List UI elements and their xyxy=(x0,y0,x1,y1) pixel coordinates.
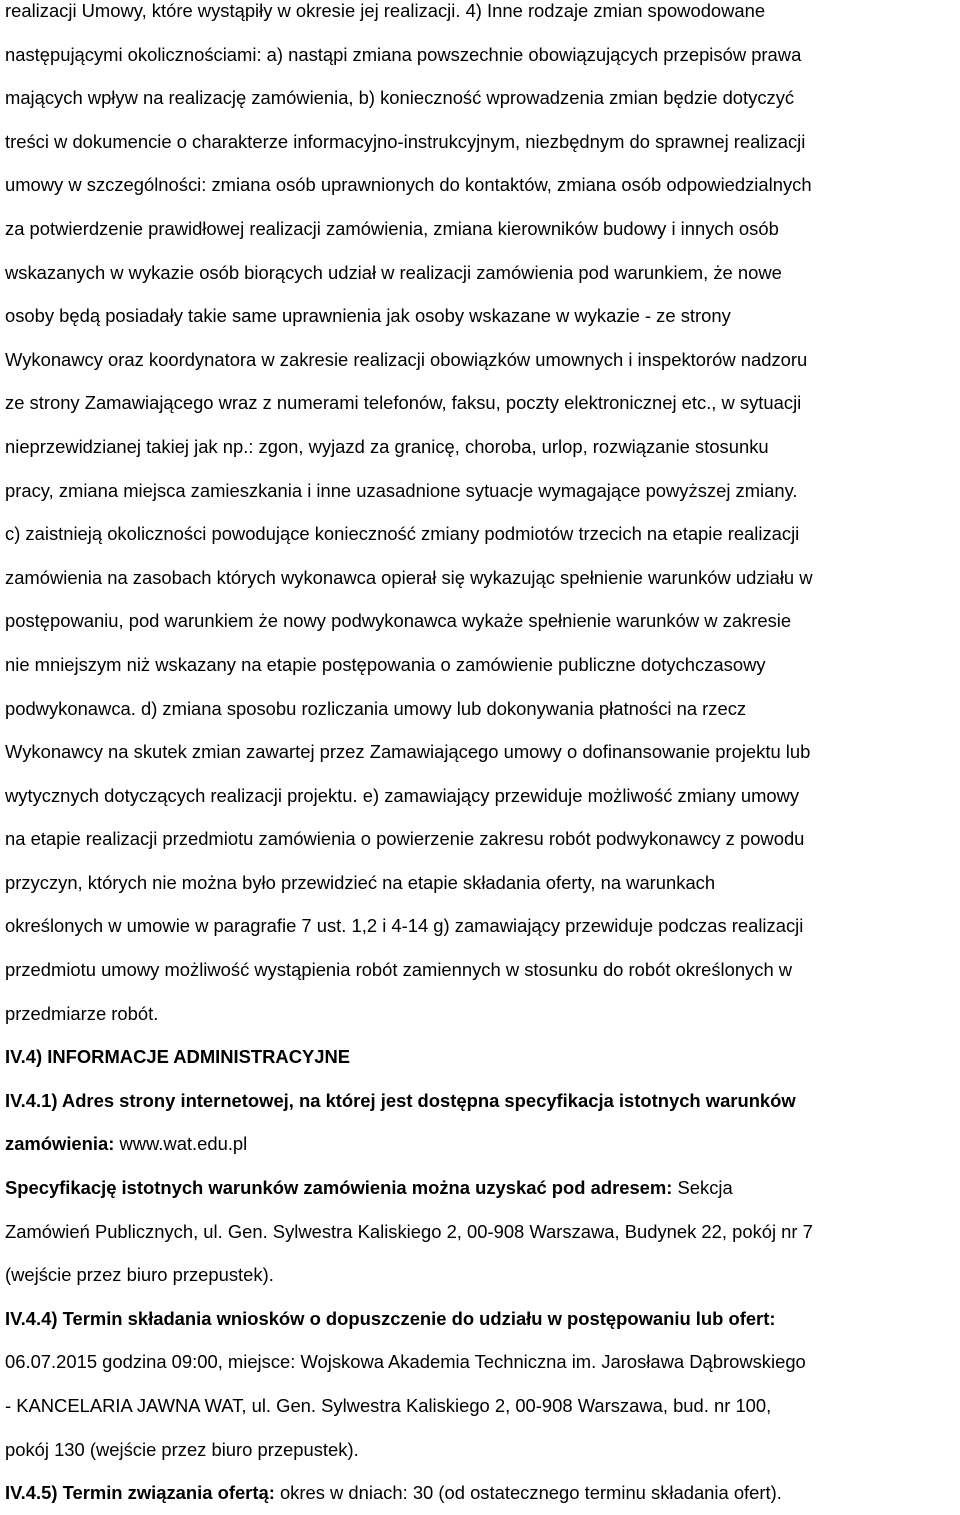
text-segment: (wejście przez biuro przepustek). xyxy=(5,1264,274,1286)
text-line xyxy=(5,992,960,1036)
text-line xyxy=(5,599,960,643)
bold-text-segment: IV.4) INFORMACJE ADMINISTRACYJNE xyxy=(5,1046,351,1068)
text-line xyxy=(5,817,960,861)
text-line xyxy=(5,163,960,207)
bold-text-segment: zamówienia: xyxy=(5,1133,120,1155)
text-line xyxy=(5,948,960,992)
bold-text-segment: IV.4.1) Adres strony internetowej, na której jest dostępna specyfikacja istotnych warunków xyxy=(5,1089,796,1111)
text-line xyxy=(5,1340,960,1384)
text-segment: okres w dniach: 30 (od ostatecznego terminu składania ofert). xyxy=(279,1482,782,1504)
text-segment: - KANCELARIA JAWNA WAT, ul. Gen. Sylwestra Kaliskiego 2, 00-908 Warszawa, bud. nr 100, xyxy=(5,1395,772,1416)
text-line xyxy=(5,0,960,33)
text-segment: nie mniejszym niż wskazany na etapie postępowania o zamówienie publiczne dotychczasowy xyxy=(5,653,766,675)
text-line xyxy=(5,33,960,77)
text-line xyxy=(5,120,960,164)
text-segment: pokój 130 (wejście przez biuro przepustek). xyxy=(5,1438,359,1460)
text-segment: osoby będą posiadały takie same uprawnienia jak osoby wskazane w wykazie - ze strony xyxy=(5,305,731,327)
text-line xyxy=(5,207,960,251)
text-segment: ze strony Zamawiającego wraz z numerami telefonów, faksu, poczty elektronicznej etc., w sytuacji xyxy=(5,392,802,414)
text-segment: 06.07.2015 godzina 09:00, miejsce: Wojskowa Akademia Techniczna im. Jarosława Dąbrowskiego xyxy=(5,1351,806,1373)
text-line xyxy=(5,381,960,425)
text-line xyxy=(5,687,960,731)
text-line xyxy=(5,1253,960,1297)
bold-text-segment: IV.4.4) Termin składania wniosków o dopuszczenie do udziału w postępowaniu lub ofert: xyxy=(5,1307,776,1329)
text-segment: pracy, zmiana miejsca zamieszkania i inne uzasadnione sytuacje wymagające powyższej zmiany. xyxy=(5,479,798,501)
text-line xyxy=(5,1035,960,1079)
text-segment: następującymi okolicznościami: a) nastąpi zmiana powszechnie obowiązujących przepisów prawa xyxy=(5,43,802,65)
text-line xyxy=(5,904,960,948)
text-line xyxy=(5,469,960,513)
text-segment: wskazanych w wykazie osób biorących udział w realizacji zamówienia pod warunkiem, że nowe xyxy=(5,261,782,283)
text-line xyxy=(5,425,960,469)
text-line xyxy=(5,643,960,687)
text-line xyxy=(5,1428,960,1472)
text-line xyxy=(5,1122,960,1166)
text-segment: Wykonawcy na skutek zmian zawartej przez Zamawiającego umowy o dofinansowanie projektu lub xyxy=(5,741,811,763)
text-segment: wytycznych dotyczących realizacji projektu. e) zamawiający przewiduje możliwość zmiany umowy xyxy=(5,784,800,806)
text-segment: Wykonawcy oraz koordynatora w zakresie realizacji obowiązków umownych i inspektorów nadzoru xyxy=(5,348,808,370)
text-segment: Sekcja xyxy=(677,1177,733,1199)
text-segment: za potwierdzenie prawidłowej realizacji zamówienia, zmiana kierowników budowy i innych osób xyxy=(5,217,779,239)
text-line xyxy=(5,1166,960,1210)
text-segment: przedmiotu umowy możliwość wystąpienia robót zamiennych w stosunku do robót określonych w xyxy=(5,959,793,981)
text-line xyxy=(5,338,960,382)
text-line xyxy=(5,1471,960,1515)
text-line xyxy=(5,1210,960,1254)
text-line xyxy=(5,730,960,774)
text-line xyxy=(5,556,960,600)
text-line xyxy=(5,512,960,556)
text-segment: zamówienia na zasobach których wykonawca opierał się wykazując spełnienie warunków udziału w xyxy=(5,566,813,588)
text-line xyxy=(5,1384,960,1428)
text-line xyxy=(5,294,960,338)
text-line xyxy=(5,861,960,905)
bold-text-segment: Specyfikację istotnych warunków zamówienia można uzyskać pod adresem: xyxy=(5,1177,678,1199)
text-segment: przyczyn, których nie można było przewidzieć na etapie składania oferty, na warunkach xyxy=(5,871,716,893)
text-segment: postępowaniu, pod warunkiem że nowy podwykonawca wykaże spełnienie warunków w zakresie xyxy=(5,610,792,632)
bold-text-segment: IV.4.5) Termin związania ofertą: xyxy=(5,1482,280,1504)
text-line xyxy=(5,76,960,120)
text-segment: c) zaistnieją okoliczności powodujące konieczność zmiany podmiotów trzecich na etapie realizacji xyxy=(5,523,800,545)
text-segment: podwykonawca. d) zmiana sposobu rozliczania umowy lub dokonywania płatności na rzecz xyxy=(5,697,747,719)
text-segment: Zamówień Publicznych, ul. Gen. Sylwestra Kaliskiego 2, 00-908 Warszawa, Budynek 22, pokój nr 7 xyxy=(5,1220,813,1242)
text-segment: nieprzewidzianej takiej jak np.: zgon, wyjazd za granicę, choroba, urlop, rozwiązanie stosunku xyxy=(5,435,769,457)
text-line xyxy=(5,1079,960,1123)
text-segment: określonych w umowie w paragrafie 7 ust. 1,2 i 4-14 g) zamawiający przewiduje podczas realizacji xyxy=(5,915,804,937)
text-segment: www.wat.edu.pl xyxy=(119,1133,248,1155)
text-segment: umowy w szczególności: zmiana osób uprawnionych do kontaktów, zmiana osób odpowiedzialnych xyxy=(5,174,812,196)
text-line xyxy=(5,1297,960,1341)
text-line xyxy=(5,251,960,295)
text-segment: przedmiarze robót. xyxy=(5,1002,159,1024)
text-segment: realizacji Umowy, które wystąpiły w okresie jej realizacji. 4) Inne rodzaje zmian spowodowane xyxy=(5,0,766,21)
text-line xyxy=(5,774,960,818)
text-segment: treści w dokumencie o charakterze informacyjno-instrukcyjnym, niezbędnym do sprawnej realizacji xyxy=(5,130,806,152)
text-segment: mających wpływ na realizację zamówienia, b) konieczność wprowadzenia zmian będzie dotyczyć xyxy=(5,87,795,109)
text-segment: na etapie realizacji przedmiotu zamówienia o powierzenie zakresu robót podwykonawcy z powodu xyxy=(5,828,805,850)
